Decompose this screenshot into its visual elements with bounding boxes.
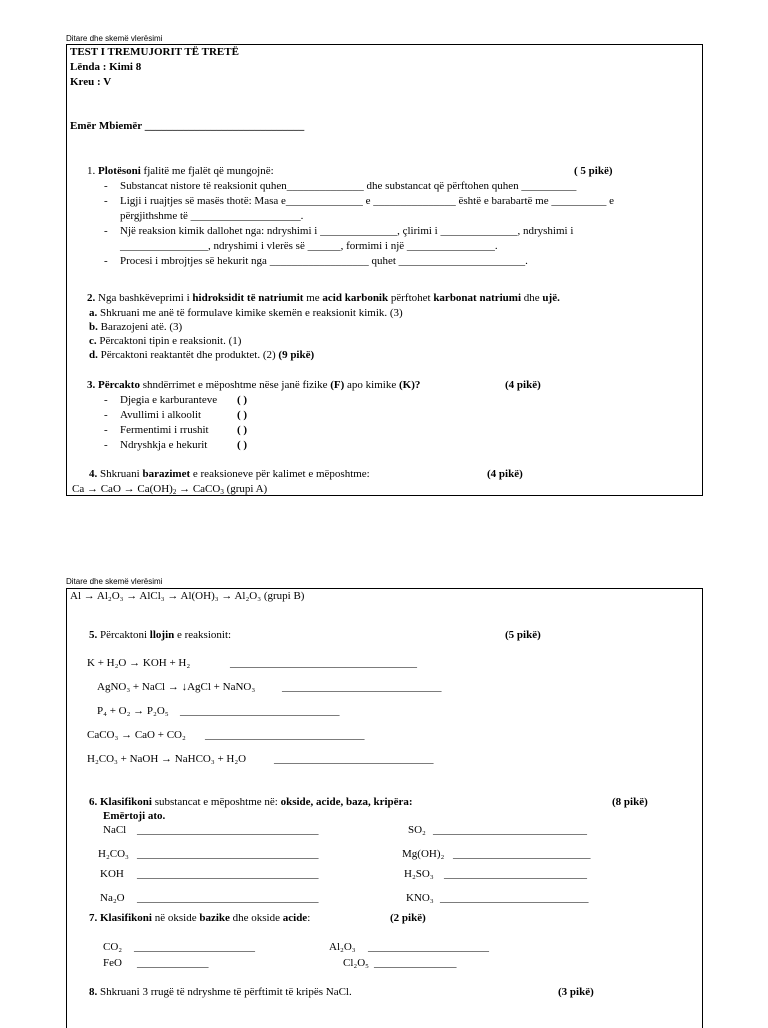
q5-number: 5. — [89, 629, 98, 641]
q2-heading — [87, 292, 560, 304]
q6-right-3: H₂SO₃ — [404, 868, 434, 880]
q7-basic: bazike — [199, 912, 230, 924]
q6-points: (8 pikë) — [612, 796, 648, 808]
q5-answer-line-1[interactable]: __________________________________ — [230, 657, 417, 669]
q7-number: 7. — [89, 912, 98, 924]
page-header-bottom: Ditare dhe skemë vlerësimi — [66, 577, 163, 586]
q7-keyword: Klasifikoni — [100, 912, 152, 924]
q6-left-answer-3[interactable]: _________________________________ — [137, 868, 319, 880]
q7-left-answer-2[interactable]: _____________ — [137, 957, 209, 969]
q2-text: Nga bashkëveprimi i — [95, 292, 193, 304]
q6-right-2: Mg(OH)₂ — [402, 848, 445, 860]
q3-answer-box-4[interactable]: ( ) — [237, 439, 248, 451]
q2-text: dhe — [521, 292, 543, 304]
q1-item-4[interactable]: Procesi i mbrojtjes së hekurit nga __________________ quhet _______________________. — [120, 255, 528, 267]
q5-reaction-2: AgNO₃ + NaCl → ↓AgCl + NaNO₃ — [97, 681, 256, 693]
q6-subinstruction: Emërtoji ato. — [103, 810, 166, 822]
q4-points: (4 pikë) — [487, 468, 523, 480]
chapter-label: Kreu : V — [70, 76, 112, 88]
q7-right-2: Cl₂O₅ — [343, 957, 370, 969]
q5-reaction-5: H₂CO₃ + NaOH → NaHCO₃ + H₂O — [87, 753, 247, 765]
q7-points: (2 pikë) — [390, 912, 426, 924]
q3-item-3: Fermentimi i rrushit — [120, 424, 209, 436]
q2-part-b: b. Barazojeni atë. (3) — [89, 321, 183, 333]
q7-right-answer-2[interactable]: _______________ — [374, 957, 457, 969]
q1-item-3[interactable]: Një reaksion kimik dallohet nga: ndryshimi i ______________, çlirimi i ______________, ndryshimi i — [120, 225, 574, 237]
q6-right-answer-1[interactable]: ____________________________ — [433, 824, 587, 836]
q7-acidic: acide — [282, 912, 308, 924]
q3-answer-box-3[interactable]: ( ) — [237, 424, 248, 436]
q6-left-3: KOH — [100, 868, 124, 880]
q5-points: (5 pikë) — [505, 629, 541, 641]
q2-product-1: karbonat natriumi — [433, 292, 522, 304]
name-field[interactable]: Emër Mbiemër _____________________________ — [70, 120, 305, 132]
bullet-dash: - — [104, 394, 108, 406]
q3-keyword: Përcakto — [98, 379, 140, 391]
q3-answer-box-1[interactable]: ( ) — [237, 394, 248, 406]
q6-left-2: H₂CO₃ — [98, 848, 129, 860]
bullet-dash: - — [104, 180, 108, 192]
q2-text: përftohet — [388, 292, 434, 304]
q6-left-answer-2[interactable]: _________________________________ — [137, 848, 319, 860]
q3-item-1: Djegia e karburanteve — [120, 394, 218, 406]
q2-reactant-1: hidroksidit të natriumit — [192, 292, 304, 304]
q4-heading: 4. Shkruani barazimet e reaksioneve për kalimet e mëposhtme: — [89, 468, 370, 480]
q4-keyword: barazimet — [142, 468, 191, 480]
q8-points: (3 pikë) — [558, 986, 594, 998]
q6-right-1: SO₂ — [408, 824, 426, 836]
q6-heading: 6. Klasifikoni substancat e mëposhtme në: okside, acide, baza, kripëra: — [89, 796, 413, 808]
chain-group-b: Al → Al₂O₃ → AlCl₃ → Al(OH)₃ → Al₂O₃ (grupi B) — [70, 590, 305, 602]
q1-heading — [87, 165, 274, 177]
q5-reaction-3: P₄ + O₂ → P₂O₅ — [97, 705, 169, 717]
q2-text: me — [303, 292, 323, 304]
q5-answer-line-5[interactable]: _____________________________ — [274, 753, 434, 765]
q7-left-2: FeO — [103, 957, 122, 969]
q7-heading: 7. Klasifikoni në okside bazike dhe okside acide: — [89, 912, 311, 924]
q7-right-answer-1[interactable]: ______________________ — [368, 941, 489, 953]
q4-number: 4. — [89, 468, 98, 480]
page-header-top: Ditare dhe skemë vlerësimi — [66, 34, 163, 43]
q5-answer-line-2[interactable]: _____________________________ — [282, 681, 442, 693]
q3-points: (4 pikë) — [505, 379, 541, 391]
q5-answer-line-3[interactable]: _____________________________ — [180, 705, 340, 717]
q6-right-answer-4[interactable]: ___________________________ — [440, 892, 589, 904]
q1-keyword: Plotësoni — [98, 165, 141, 177]
q2-part-d: d. Përcaktoni reaktantët dhe produktet. (2) (9 pikë) — [89, 349, 315, 361]
bullet-dash: - — [104, 195, 108, 207]
q6-right-answer-2[interactable]: _________________________ — [453, 848, 591, 860]
q3-answer-box-2[interactable]: ( ) — [237, 409, 248, 421]
q1-item-2-cont[interactable]: përgjithshme të ____________________. — [120, 210, 304, 222]
q7-left-1: CO₂ — [103, 941, 123, 953]
test-title: TEST I TREMUJORIT TË TRETË — [70, 46, 239, 58]
q5-answer-line-4[interactable]: _____________________________ — [205, 729, 365, 741]
q6-left-answer-4[interactable]: _________________________________ — [137, 892, 319, 904]
bullet-dash: - — [104, 439, 108, 451]
q3-number: 3. — [87, 379, 96, 391]
q3-chemical-code: (K)? — [398, 379, 421, 391]
q2-reactant-2: acid karbonik — [322, 292, 389, 304]
q6-left-answer-1[interactable]: _________________________________ — [137, 824, 319, 836]
bullet-dash: - — [104, 409, 108, 421]
q6-right-answer-3[interactable]: __________________________ — [444, 868, 587, 880]
q3-item-2: Avullimi i alkoolit — [120, 409, 202, 421]
q7-right-1: Al₂O₃ — [329, 941, 356, 953]
q7-left-answer-1[interactable]: ______________________ — [134, 941, 255, 953]
q6-right-4: KNO₃ — [406, 892, 434, 904]
q5-reaction-4: CaCO₃ → CaO + CO₂ — [87, 729, 186, 741]
q6-left-4: Na₂O — [100, 892, 125, 904]
q4-chain-group-a: Ca → CaO → $Ca(OH)_2$ → CaCO$_3$ (grupi A) — [72, 483, 268, 496]
bullet-dash: - — [104, 255, 108, 267]
q1-points: ( 5 pikë) — [574, 165, 613, 177]
q6-categories: okside, acide, baza, kripëra: — [280, 796, 413, 808]
q6-number: 6. — [89, 796, 98, 808]
q5-reaction-1: K + H₂O → KOH + H₂ — [87, 657, 191, 669]
q5-keyword: llojin — [149, 629, 175, 641]
q1-text: fjalitë me fjalët që mungojnë: — [140, 165, 274, 177]
q2-part-a: a. Shkruani me anë të formulave kimike skemën e reaksionit kimik. (3) — [89, 307, 403, 319]
q5-heading: 5. Përcaktoni llojin e reaksionit: — [89, 629, 232, 641]
q2-number: 2. — [87, 292, 96, 304]
bullet-dash: - — [104, 225, 108, 237]
q1-item-3-cont[interactable]: ________________, ndryshimi i vlerës së ______, formimi i një ________________. — [120, 240, 498, 252]
q1-item-2[interactable]: Ligji i ruajtjes së masës thotë: Masa e______________ e _______________ është e barabartë me __________ e — [120, 195, 614, 207]
q3-heading: 3. Përcakto shndërrimet e mëposhtme nëse janë fizike (F) apo kimike (K)? — [87, 379, 421, 391]
q6-keyword: Klasifikoni — [100, 796, 152, 808]
q3-physical-code: (F) — [330, 379, 345, 391]
bullet-dash: - — [104, 424, 108, 436]
q6-left-1: NaCl — [103, 824, 127, 836]
q8-number: 8. — [89, 986, 98, 998]
q2-product-2: ujë. — [542, 292, 560, 304]
q2-points: (9 pikë) — [278, 349, 315, 361]
q3-item-4: Ndryshkja e hekurit — [120, 439, 208, 451]
q2-part-c: c. Përcaktoni tipin e reaksionit. (1) — [89, 335, 242, 347]
q1-number: 1. — [87, 165, 96, 177]
q1-item-1[interactable]: Substancat nistore të reaksionit quhen______________ dhe substancat që përftohen quhen __________ — [120, 180, 577, 192]
subject-label: Lënda : Kimi 8 — [70, 61, 142, 73]
q8-heading: 8. Shkruani 3 rrugë të ndryshme të përftimit të kripës NaCl. — [89, 986, 352, 998]
